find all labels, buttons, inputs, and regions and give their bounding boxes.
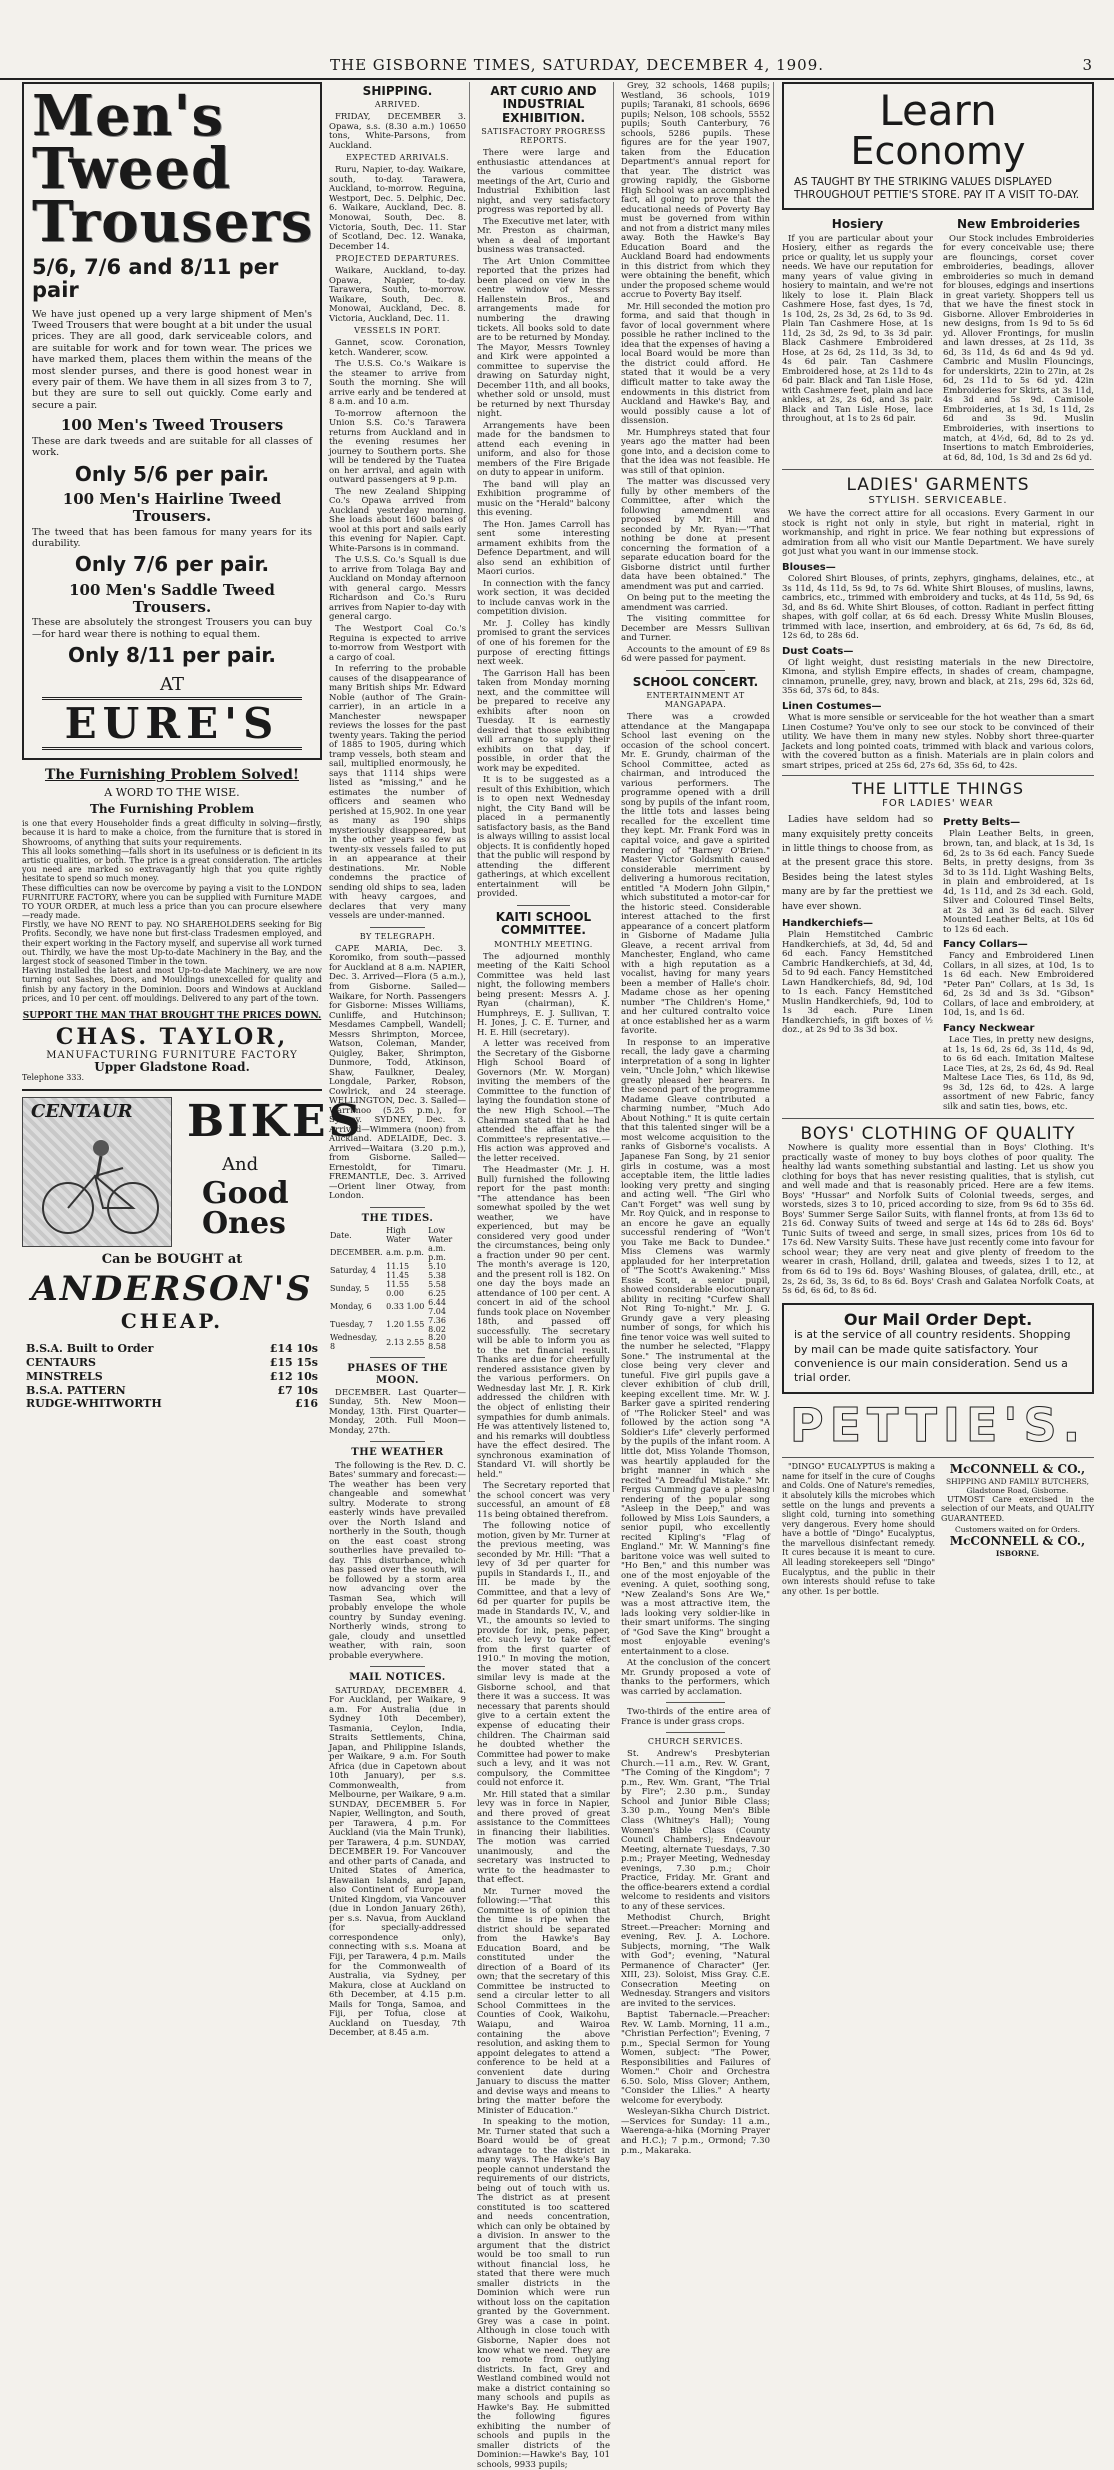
shipping-news-3: The new Zealand Shipping Co.'s Opawa arrived from Auckland yesterday morning. She loads about 1600 bales of wool at this port and sails early this evening for Napier. Capt. White-Parsons is in command. (329, 486, 466, 554)
expected-heading: EXPECTED ARRIVALS. (345, 153, 450, 163)
list-item: MINSTRELS £12 10s (26, 1369, 318, 1383)
ad-item3-heading: 100 Men's Saddle Tweed Trousers. (69, 580, 275, 616)
column-petties-ad (782, 82, 1094, 1596)
column-advertisements-left (22, 82, 364, 1492)
ad-item1-heading: 100 Men's Tweed Trousers (60, 416, 284, 435)
little-things-right (943, 813, 1094, 1114)
furnishing-headline: The Furnishing Problem Solved! (44, 766, 300, 783)
ad-price-line: 5/6, 7/6 and 8/11 per pair (32, 254, 279, 303)
furnishing-body-3: These difficulties can now be overcome by paying a visit to the LONDON FURNITURE FACTORY, where you can be supplied with Furniture MADE TO YOUR ORDER, at much less a price than you can procure elsewhere—ready made. (22, 883, 322, 921)
furnishing-subhead: The Furnishing Problem (89, 801, 255, 816)
kaiti-p3: The Headmaster (Mr. J. H. Bull) furnished the following report for the past month: "The attendance has been somewhat spoiled by the wet weather, we have experienced, but may be considered very good under the circumstances, being only a fraction under 90 per cent. The month's average is 120, and the present roll is 182. On one day the boys made an attendance of 100 per cent. A concert in aid of the school funds took place on November 18th, and passed off successfully. The secretary will be able to inform you as to the net financial result. Thanks are due for cheerfully rendered assistance given by the various performers. On Wednesday last Mr. J. R. Kirk addressed the children with the object of enlisting their sympathies for dumb animals. He was attentively listened to, and his remarks will doubtless have the effect desired. The synchronous examination of Standard VI. will shortly be held." (477, 1165, 610, 1480)
weather-heading: THE WEATHER (351, 1447, 444, 1459)
mcconnell-wait: Customers waited on for Orders. (954, 1525, 1081, 1535)
hosiery-body: If you are particular about your Hosiery, either as regards the price or quality, let us supply your needs. We have our reputation for many years of value giving in hosiery to maintain, and we're not likely to lose it. Plain Black Cashmere Hose, fast dyes, 1s 7d, 1s 10d, 2s, 2s 3d, 2s 6d, to 3s 9d. Plain Tan Cashmere Hose, at 1s 11d, 2s 3d, 2s 9d, to 3s 3d pair. Black Cashmere Embroidered Hose, at 2s 6d, 2s 11d, 3s 3d, to 4s 6d pair. Tan Cashmere Embroidered hose, at 2s 11d to 4s 6d pair. Black and Tan Lisle Hose, with Cashmere feet, plain and lace ankles, at 2s, 2s 6d, and 3s pair. Black and Tan Lisle Hose, lace throughout, at 1s to 2s 6d pair. (782, 233, 933, 425)
kaiti-headline: KAITI SCHOOL COMMITTEE. (495, 909, 592, 938)
concert-headline: SCHOOL CONCERT. (632, 674, 759, 689)
mail-order-heading: Our Mail Order Dept. (843, 1309, 1033, 1329)
exhibition-p7: In connection with the fancy work section, it was decided to include canvas work in the competition division. (477, 578, 610, 618)
page-number: 3 (1082, 56, 1092, 74)
church-p2: Methodist Church, Bright Street.—Preacher: Morning and evening, Rev. J. A. Lochore. Subjects, morning, "The Walk with God"; evening, "Natural Permanence of Character" (Jer. XIII, 23). Soloist, Miss Gray. C.E. Consecration Meeting on Wednesday. Strangers and visitors are invited to the services. (621, 1913, 770, 2009)
furnishing-address: Upper Gladstone Road. (94, 1059, 250, 1074)
furnishing-factory: MANUFACTURING FURNITURE FACTORY (46, 1049, 298, 1061)
table-row: Wednesday, 8 2.13 2.55 8.20 8.58 (330, 1333, 446, 1352)
newspaper-title: THE GISBORNE TIMES, SATURDAY, DECEMBER 4, 1909. (330, 56, 825, 74)
linen-body: What is more sensible or serviceable for the hot weather than a smart Linen Costume? You've only to see our stock to be convinced of their utility. We have them in many new styles. Nobby short three-quarter Jackets and long pointed coats, trimmed with black and various colors, with the covered button as a finish. Materials are in plain colors and smart stripes, priced at 25s 6d, 27s 6d, 35s 6d, to 42s. (782, 713, 1094, 771)
ad-intro-text: We have just opened up a very large shipment of Men's Tweed Trousers that were bought at a bit under the usual prices. They are all good, dark serviceable colors, and are suitable for work and for town wear. The prices we have marked them, places them within the means of the most slender purses, and there is good honest wear in every pair of them. We have them in all sizes from 3 to 7, but they are sure to sell out quickly. Come early and secure a pair. (32, 308, 312, 411)
exhibition-p6: The Hon. James Carroll has sent some interesting armament exhibits from the Defence Department, and will also send an exhibition of Maori curios. (477, 519, 610, 578)
divider (370, 1441, 425, 1442)
divider (782, 1118, 1094, 1119)
hosiery-section (782, 214, 933, 465)
embroideries-body: Our Stock includes Embroideries for every conceivable use; there are flouncings, corset cover embroideries, beadings, allover embroideries so much in demand for blouses, edgings and insertions in great variety. Shoppers tell us that we have the finest stock in Gisborne. Allover Embroideries in new designs, from 1s 9d to 5s 6d yd. Allover Frontings, for muslin and lawn dresses, at 2s 11d, 3s 6d, 3s 11d, 4s 6d and 4s 9d yd. Cambric and Muslin Flouncings, for underskirts, 22in to 27in, at 2s 6d, 2s 11d to 5s 6d yd. 42in Embroideries for Skirts, at 3s 11d, 4s 3d and 5s 9d. Camisole Embroideries, at 1s 3d, 1s 11d, 2s 6d and 3s 9d. Muslin Embroideries, with insertions to match, at 4½d, 6d, 8d to 2s yd. Insertions to match Embroideries, at 6d, 8d, 10d, 1s 3d and 2s 6d yd. (943, 233, 1094, 463)
mcconnell-footer: McCONNELL & CO., (949, 1534, 1086, 1549)
mail-heading: MAIL NOTICES. (349, 1672, 446, 1684)
france-note: Two-thirds of the entire area of France is under grass crops. (621, 1707, 770, 1727)
exhibition-p2: The Executive met later, with Mr. Preston as chairman, when a deal of important business was transacted. (477, 216, 610, 256)
blouses-body: Colored Shirt Blouses, of prints, zephyrs, ginghams, delaines, etc., at 3s 11d, 4s 11d, 5s 9d, to 7s 6d. White Shirt Blouses, of muslins, lawns, cambrics, etc., trimmed with embroidery and tucks, at 4s 11d, 5s 9d, 6s 3d, and 8s 6d. White Shirt Blouses, of cotton. Radiant in perfect fitting shapes, with golf collar, at 6s 6d each. Dressy White Muslin Blouses, trimmed with lace, insertion, and embroidery, at 6s 6d, 7s 6d, 8s 6d, 12s 6d, to 28s 6d. (782, 574, 1094, 642)
belts-body: Plain Leather Belts, in green, brown, tan, and black, at 1s 3d, 1s 6d, 2s to 3s 6d each. Fancy Suede Belts, in pretty designs, from 3s 3d to 3s 11d. Light Washing Belts, in plain and embroidered, at 1s 4d, 1s 11d, and 2s 3d each. Gold, Silver and Coloured Tinsel Belts, at 2s 3d and 3s 6d each. Silver Mounted Leather Belts, at 10s 6d to 12s 6d each. (943, 829, 1094, 935)
exhibition-p1: There were large and enthusiastic attendances at the various committee meetings of the Art, Curio and Industrial Exhibition last night, and very satisfactory progress was reported by all. (477, 148, 610, 216)
shipping-news-6: In referring to the probable causes of the disappearance of many British ships Mr. Edward Noble (author of The Grain-carrier), in an article in a Manchester newspaper reviews the losses for the past twenty years. Taking the period of 1885 to 1905, during which tramp vessels, both steam and sail, multiplied enormously, he says that 1114 ships were listed as "missing," and he estimates the number of officers and seamen who perished at 15,902. In one year as many as 190 ships mysteriously disappeared, but in the other years so few as twenty-six vessels failed to put in an appearance at their destinations. Mr. Noble condemns the practice of sending old ships to sea, laden with heavy cargoes, and declares that very many vessels are under-manned. (329, 664, 466, 922)
furnishing-telephone: Telephone 333. (22, 1073, 85, 1083)
mcconnell-sub1: SHIPPING AND FAMILY BUTCHERS, (946, 1476, 1089, 1486)
dingo-ad (782, 1462, 935, 1598)
telegraph-text: CAPE MARIA, Dec. 3. Koromiko, from south—passed for Auckland at 8 a.m. NAPIER, Dec. 3. Arrived—Flora (5 a.m.), from Gisborne. Sailed—Waikare, for North. Passengers for Gisborne: Misses Williams, Cunliffe, and Hutchinson; Mesdames Campbell, Wandell; Messrs Shrimpton, Morcee, Watson, Coleman, Mander, Quigley, Baker, Shrimpton, Dunmore, Todd, Atkinson, Shaw, Faulkner, Dealey, Longdale, Parker, Robson, Cowlrick, and 24 steerage. WELLINGTON, Dec. 3. Sailed—Warrimoo (5.25 p.m.), for Sydney. SYDNEY, Dec. 3. Arrived—Wimmera (noon) from Auckland. ADELAIDE, Dec. 3. Arrived—Waitara (3.20 p.m.), from Gisborne. Sailed—Ernestoldt, for Timaru. FREMANTLE, Dec. 3. Arrived—Orient liner Otway, from London. (329, 943, 466, 1202)
furnishing-body-1: is one that every Householder finds a great difficulty in solving—firstly, because it is hard to make a choice, from the furniture that is stored in Showrooms, of anything that suits your requirements. (22, 819, 322, 847)
kaiti-p7: Mr. Turner moved the following:—"That this Committee is of opinion that the time is ripe when the district should be separated from the Hawke's Bay Education Board, and be constituted under the direction of a Board of its own; that the secretary of this Committee be instructed to send a circular letter to all School Committees in the Counties of Cook, Waikohu, Waiapu, and Wairoa containing the above resolution, and asking them to appoint delegates to attend a conference to be held at a convenient date during January to discuss the matter and devise ways and means to bring the matter before the Minister of Education." (477, 1886, 610, 2116)
masthead (0, 0, 1114, 80)
arrived-text: FRIDAY, DECEMBER 3. Opawa, s.s. (8.30 a.m.) 10650 tons, White-Parsons, from Auckland. (329, 112, 466, 151)
mcconnell-heading: McCONNELL & CO., (949, 1462, 1086, 1477)
neckwear-heading: Fancy Neckwear (943, 1022, 1035, 1034)
handkerchiefs-heading: Handkerchiefs— (782, 918, 874, 930)
concert-p1: There was a crowded attendance at the Mangapapa School last evening on the occasion of the school concert. Mr. E. Grundy, chairman of the School Committee, acted as chairman, and introduced the various performers. The programme opened with a drill song by pupils of the infant room, the little tots and lasses being recalled for the excellent time they kept. Mr. Frank Ford was in capital voice, and gave a spirited rendering of "Barney O'Brien." Master Victor Goldsmith caused considerable merriment by delivering a humorous recitation, entitled "A Modern John Gilpin," which substituted a motor-car for the historic steed. Considerable interest attached to the first appearance of a concert platform in Gisborne of Madame Julia Gleave, a recent arrival from Manchester, England, who came with a high reputation as a vocalist, having for many years been a member of Halle's choir. Madame chose as her opening number "The Children's Home," and her cultured contralto voice at once established her as a warm favorite. (621, 712, 770, 1037)
tides-table (329, 1227, 466, 1352)
ad-item3-body: These are absolutely the strongest Trousers you can buy—for hard wear there is nothing to equal them. (32, 617, 312, 640)
church-p1: St. Andrew's Presbyterian Church.—11 a.m., Rev. W. Grant, "The Coming of the Kingdom"; 7 p.m., Rev. Wm. Grant, "The Trial by Fire"; 2.30 p.m., Sunday School and Junior Bible Class; 3.30 p.m., Young Men's Bible Class (Whitney's Hall); Young Women's Bible Class (County Council Chambers); Endeavour Meeting, alternate Tuesdays, 7.30 p.m.; Prayer Meeting, Wednesday evenings, 7.30 p.m.; Choir Practice, Friday. Mr. Grant and the office-bearers extend a cordial welcome to residents and visitors to any of these services. (621, 1749, 770, 1912)
kaiti-p8: In speaking to the motion, Mr. Turner stated that such a Board would be of great advantage to the district in many ways. The Hawke's Bay people cannot understand the requirements of our districts, being out of touch with us. The district as at present constituted is too scattered and needs concentration, which can only be obtained by a division. In answer to the argument that the district would be too small to run without financial loss, he stated that there were much smaller districts in the Dominion which were run without loss on the capitation granted by the Government. Grey was a case in point. Although in close touch with Gisborne, Napier does not know what we need. They are too remote from outlying districts. In fact, Grey and Westland combined would not make a district containing so many schools and pupils as Hawke's Bay. He submitted the following figures exhibiting the number of schools and pupils in the smaller districts of the Dominion:—Hawke's Bay, 101 schools, 9933 pupils; (477, 2117, 610, 2470)
tides-heading: THE TIDES. (361, 1212, 434, 1224)
furnishing-name: CHAS. TAYLOR, (55, 1024, 289, 1051)
church-heading: CHURCH SERVICES. (647, 1737, 744, 1747)
learn-heading: Learn (879, 86, 997, 135)
exhibition-p4: Arrangements have been made for the bandsmen to attend each evening in uniform, and also for those members of the Fire Brigade on duty to appear in uniform. (477, 420, 610, 479)
divider (517, 905, 570, 906)
divider (666, 1732, 726, 1733)
ones-text: Ones (202, 1206, 286, 1242)
bikes-and: And (222, 1154, 259, 1176)
moon-text: DECEMBER. Last Quarter—Sunday, 5th. New Moon—Monday, 13th. First Quarter—Monday, 20th. Full Moon—Monday, 27th. (329, 1387, 466, 1436)
mail-order-box (782, 1303, 1094, 1394)
kaiti-cont-p6: The visiting committee for December are Messrs Sullivan and Turner. (621, 614, 770, 644)
exhibition-sub: SATISFACTORY PROGRESS REPORTS. (481, 127, 606, 146)
boys-clothing-heading: BOYS' CLOTHING OF QUALITY (800, 1124, 1076, 1145)
bikes-cheap: CHEAP. (120, 1308, 224, 1333)
little-things-sub: FOR LADIES' WEAR (882, 798, 994, 810)
good-text: Good (202, 1176, 289, 1212)
little-things-sections (782, 813, 1094, 1114)
linen-heading: Linen Costumes— (782, 700, 882, 712)
divider (782, 775, 1094, 776)
collars-heading: Fancy Collars— (943, 939, 1028, 951)
shipping-news-2: To-morrow afternoon the Union S.S. Co.'s Tarawera returns from Auckland and in the evening resumes her journey to Southern ports. She will be tendered by the Tuatea on her arrival, and again with outward passengers at 9 p.m. (329, 408, 466, 486)
bottom-ads (782, 1462, 1094, 1598)
furnishing-sub: A WORD TO THE WISE. (104, 786, 240, 800)
ad-item1-body: These are dark tweeds and are suitable for all classes of work. (32, 435, 312, 459)
shipping-news-5: The Westport Coal Co.'s Reguina is expected to arrive to-morrow from Westport with a cargo of coal. (329, 624, 466, 663)
hosiery-heading: Hosiery (831, 217, 884, 232)
shipping-heading: SHIPPING. (362, 84, 433, 98)
exhibition-p5: The band will play an Exhibition programme of music on the "Herald" balcony this evening. (477, 479, 610, 519)
mcconnell-sub2: Gladstone Road, Gisborne. (966, 1485, 1069, 1495)
list-item: B.S.A. Built to Order £14 10s (26, 1342, 318, 1356)
kaiti-p2: A letter was received from the Secretary of the Gisborne High School Board of Governors (Mr. W. Morgan) inviting the members of the Committee to the function of laying the foundation stone of the new High School.—The Chairman stated that he had attended the affair as the Committee's representative.—His action was approved and the letter received. (477, 1039, 610, 1164)
ladies-intro: We have the correct attire for all occasions. Every Garment in our stock is right not only in style, but right in material, right in workmanship, and right in price. We fear nothing but expressions of admiration from all who visit our Mantle Department. We have surely got just what you want in our immense stock. (782, 509, 1094, 558)
ad-headline-mens: Men's (32, 83, 225, 149)
learn-economy-ad (782, 82, 1094, 210)
kaiti-cont-p1: Grey, 32 schools, 1468 pupils; Westland, 36 schools, 1019 pupils; Taranaki, 81 schools, 6696 pupils; Nelson, 108 schools, 5552 pupils; South Canterbury, 76 schools, 5286 pupils. These figures are for the year 1907, taken from the Education Department's annual report for that year. The district was growing rapidly, the Gisborne High School was an accomplished fact, all going to prove that the educational needs of Poverty Bay must be governed from within and not from a district many miles away. Both the Hawke's Bay Education Board and the Auckland Board had endowments in this district from which they were obtaining the benefit, which under the proposed scheme would accrue to Poverty Bay itself. (621, 81, 770, 301)
concert-sub: ENTERTAINMENT AT MANGAPAPA. (646, 691, 745, 710)
kaiti-p4: The Secretary reported that the school concert was very successful, an amount of £8 11s being obtained therefrom. (477, 1481, 610, 1520)
divider (370, 1357, 425, 1358)
church-p3: Baptist Tabernacle.—Preacher: Rev. W. Lamb. Morning, 11 a.m., "Christian Perfection"; Evening, 7 p.m., Special Sermon for Young Women, subject: "The Power, Responsibilities and Failures of Women." Choir and Orchestra 6.50. Solo, Miss Glover; Anthem, "Consider the Lilies." A hearty welcome for everybody. (621, 2010, 770, 2106)
kaiti-cont-p4: The matter was discussed very fully by other members of the Committee, after which the following amendment was proposed by Mr. Hill and seconded by Mr. Ryan:—"That nothing be done at present concerning the formation of a separate education board for the Gisborne district until further data have been obtained." The amendment was put and carried. (621, 477, 770, 592)
dingo-body: "DINGO" EUCALYPTUS is making a name for itself in the cure of Coughs and Colds. One of Nature's remedies, it absolutely kills the microbes which settle on the lungs and prevents a slight cold, turning into something very dangerous. Every home should have a bottle of "Dingo" Eucalyptus, the marvellous disinfectant remedy. It cures because it is meant to cure. All leading storekeepers sell "Dingo" Eucalyptus, and the public in their own interests should refuse to take any other. 1s per bottle. (782, 1462, 935, 1596)
kaiti-cont-p5: On being put to the meeting the amendment was carried. (621, 593, 770, 613)
mail-order-body: is at the service of all country residents. Shopping by mail can be made quite satisfactory. Your convenience is our main consideration. Send us a trial order. (794, 1328, 1071, 1385)
dust-coats-body: Of light weight, dust resisting materials in the new Directoire, Kimona, and stylish Empire effects, in shades of cream, champagne, cinnamon, prunelle, grey, navy, brown and black, at 21s, 29s 6d, 32s 6d, 35s 6d, 37s 6d, to 84s. (782, 657, 1094, 697)
column-exhibition (474, 82, 614, 2470)
furnishing-body-5: Having installed the latest and most Up-to-date Machinery, we are now turning out Sashes, Doors, and Mouldings unexcelled for quality and finish by any factory in the Dominion. Doors and Windows at Auckland prices, and 10 per cent. off mouldings. Delivered to any part of the town. (22, 966, 322, 1003)
dust-coats-heading: Dust Coats— (782, 645, 854, 657)
centaur-bicycle-illustration-icon (22, 1097, 172, 1247)
vessels-text: Gannet, scow. Coronation, ketch. Wanderer, scow. (329, 338, 466, 358)
handkerchiefs-body: Plain Hemstitched Cambric Handkerchiefs, at 3d, 4d, 5d and 6d each. Fancy Hemstitched Cambric Handkerchiefs, at 3d, 4d, 5d to 9d each. Fancy Hemstitched Lawn Handkerchiefs, 8d, 9d, 10d to 1s each. Fancy Hemstitched Muslin Handkerchiefs, 9d, 10d to 1s 3d each. Pure Linen Handkerchiefs, in gift boxes of ½ doz., at 2s 9d to 3s 3d box. (782, 930, 933, 1036)
ad-item2-heading: 100 Men's Hairline Tweed Trousers. (62, 490, 282, 525)
divider (370, 927, 425, 928)
kaiti-cont-p7: Accounts to the amount of £9 8s 6d were passed for payment. (621, 644, 770, 665)
ladies-garments-heading: LADIES' GARMENTS (846, 475, 1030, 496)
bikes-price-list (22, 1342, 322, 1411)
list-item: RUDGE-WHITWORTH £16 (26, 1397, 318, 1411)
ad-store-logo-eures: EURE'S (42, 697, 302, 750)
shipping-news-1: The U.S.S. Co.'s Waikare is the steamer to arrive from South the morning. She will arrive early and be tendered at 8 a.m. and 10 a.m. (329, 359, 466, 408)
weather-text: The following is the Rev. D. C. Bates' summary and forecast:—The weather has been very changeable and somewhat sultry. Moderate to strong easterly winds have prevailed over the North Island and northerly in the South, though on the east coast strong southerlies have prevailed to-day. This disturbance, which has passed over the south, will be followed by a storm area now advancing over the Tasman Sea, which will probably envelope the whole country by Sunday evening. Northerly winds, strong to gale, cloudy and unsettled weather, with rain, soon probable everywhere. (329, 1460, 466, 1661)
kaiti-p5: The following notice of motion, given by Mr. Turner at the previous meeting, was seconded by Mr. Hill: "That a levy of 3d per quarter for pupils in Standards I., II., and III. be made by the Committee, and that a levy of 6d per quarter for pupils be made in Standards IV., V., and VI., the amounts so levied to provide for ink, pens, paper, etc. such levy to take effect from the first quarter of 1910." In moving the motion, the mover stated that a similar levy is made at the Gisborne school, and that there it was a success. It was necessary that parents should give to a certain extent the expense of educating their children. The Chairman said he doubted whether the Committee had power to make such a levy, and it was not compulsory, the Committee could not enforce it. (477, 1521, 610, 1789)
ad-item3-price: Only 8/11 per pair. (67, 643, 277, 668)
bikes-graphic (22, 1096, 364, 1247)
divider (782, 1457, 1094, 1458)
bikes-word: BIKES (187, 1096, 364, 1148)
collars-body: Fancy and Embroidered Linen Collars, in all sizes, at 10d, 1s to 1s 6d each. New Embroidered "Peter Pan" Collars, at 1s 3d, 1s 6d, 2s 3d and 3s 3d. "Gibson" Collars, of lace and embroidery, at 10d, 1s, and 1s 6d. (943, 951, 1094, 1019)
tweed-trousers-ad (22, 82, 322, 760)
mcconnell-footer-2: ISBORNE. (995, 1548, 1040, 1558)
bikes-good (202, 1176, 289, 1242)
bikes-store-anderson: ANDERSON'S (31, 1268, 313, 1309)
belts-heading: Pretty Belts— (943, 817, 1021, 829)
embroideries-heading: New Embroideries (956, 217, 1081, 232)
table-row: Tuesday, 7 1.20 1.55 7.36 8.02 (330, 1315, 446, 1334)
boys-clothing-body: Nowhere is quality more essential than in Boys' Clothing. It's practically waste of money to buy boys clothes of poor quality. The healthy lad wants something substantial and lasting. Let us show you clothing for boys that has never resisting qualities, that is stylish, cut and well made and that is reasonably priced. Here are a few items. Boys' "Hussar" and Norfolk Suits of Colonial tweeds, serges, and worsteds, sizes 3 to 10, priced according to size, from 9s 6d to 35s 6d. Boys' Summer Serge Sailor Suits, with flannel fronts, at from 13s 6d to 21s 6d. Conway Suits of tweed and serge at 14s 6d to 28s 6d. Boys' Tunic Suits of tweed and serge, in small sizes, prices from 10s 6d to 17s 6d. New Varsity Suits. These have just recently come into favour for school wear; they are very neat and give plenty of freedom to the wearer in crash, Holland, drill, galatea and tweeds, sizes 1 to 12, at from 6s 6d to 19s 6d. Boys' Washing Blouses, of galatea, drill, etc., at 2s, 2s 6d, 3s, 3s 6d, to 8s 6d. Boys' Crash and Galatea Norfolk Coats, at 5s 6d, 6s 6d, to 8s 6d. (782, 1143, 1094, 1297)
bikes-ad (22, 1089, 364, 1411)
hosiery-embroideries (782, 214, 1094, 465)
church-p4: Wesleyan-Sikha Church District.—Services for Sunday: 11 a.m., Waerenga-a-hika (Morning Prayer and H.C.); 7 p.m., Ormond; 7.30 p.m., Makaraka. (621, 2107, 770, 2156)
column-shipping (326, 82, 470, 2039)
little-things-left (782, 813, 933, 1114)
embroideries-section (943, 214, 1094, 465)
little-things-body: Ladies have seldom had so many exquisitely pretty conceits in little things to choose from, as at the present grace this store. Besides being the latest styles many are by far the prettiest we have ever shown. (782, 815, 933, 912)
projected-heading: PROJECTED DEPARTURES. (335, 254, 460, 264)
telegraph-heading: BY TELEGRAPH. (359, 931, 436, 941)
kaiti-cont-p2: Mr. Hill seconded the motion pro forma, and said that though in favor of local government where possible he rather inclined to the idea that the expenses of having a local Board would be more than the district could afford. He stated that it would be a very difficult matter to take away the endowments in this district from Auckland and Hawke's Bay, and would possibly cause a lot of dissension. (621, 301, 770, 427)
divider (370, 1666, 425, 1667)
bicycle-icon (23, 1098, 173, 1248)
projected-text: Waikare, Auckland, to-day. Opawa, Napier, to-day. Tarawera, South, to-morrow. Waikare, South, Dec. 8. Monowai, Auckland, Dec. 8. Victoria, Auckland, Dec. 11. (329, 266, 466, 324)
table-row: Monday, 6 0.33 1.00 6.44 7.04 (330, 1297, 446, 1316)
divider (666, 1702, 726, 1703)
concert-p2: In response to an imperative recall, the lady gave a charming interpretation of a song in lighter vein, "Uncle John," which likewise greatly pleased her hearers. In the second part of the programme Madame Gleave contributed a charming number, "Much Ado About Nothing." It is quite certain that this talented singer will be a most welcome acquisition to the ranks of Gisborne's vocalists. A Japanese Fan Song, by 21 senior girls in costume, was a most acceptable item, the little ladies looking very pretty and singing and acting well. "The Girl who Can't Forget" was well sung by Mr. Roy Quick, and in response to an encore he gave an equally successful rendering of "Won't you Take me Back to Dundee." Miss Clemens was warmly applauded for her interpretation of "The Scott's Awakening." Miss Essie Scott, a senior pupil, showed considerable elocutionary ability in reciting "Curfew Shall Not Ring To-night." Mr. J. G. Grundy gave a very pleasing number of songs, for which his fine tenor voice was well suited to the number he selected, "Flappy Sone." The instrumental at the close being very clever and tuneful. Five girl pupils gave a clever exhibition of club drill, keeping excellent time. Mr. W. J. Barker gave a spirited rendering of "The Rolicker Steel" and was followed by the action song "A Soldier's Life" cleverly performed by the pupils of the infant room. A little dot, Miss Yolande Thomson, was heartily applauded for the bright manner in which she recited "A Dreadful Mistake." Mr. Fergus Cumming gave a pleasing rendering of the popular song "Asleep in the Deep," and was followed by Miss Lois Saunders, a senior pupil, who excellently recited Kipling's "Flag of England." Mr. W. Manning's fine baritone voice was well suited to "Ho Ben," and this number was one of the most enjoyable of the evening. A quiet, soothing song, "New Zealand's Sons Are We," was a most attractive item, the lads looking very soldier-like in their smart uniforms. The singing of "God Save the King" brought a most enjoyable evening's entertainment to a close. (621, 1037, 770, 1657)
mcconnell-body: UTMOST Care exercised in the selection of our Meats, and QUALITY GUARANTEED. (941, 1494, 1094, 1523)
divider (782, 469, 1094, 470)
moon-heading: PHASES OF THE MOON. (347, 1363, 448, 1386)
furnishing-body-4: Firstly, we have NO RENT to pay. NO SHAREHOLDERS seeking for Big Profits. Secondly, we have none but first-class Tradesmen employed, and their expert working in the Factory myself, and supervise all work turned out. Thirdly, we have the most Up-to-date Machinery in the Bay, and the largest stock of seasoned Timber in the town. (22, 920, 322, 967)
furnishing-body-2: This all looks something—falls short in its usefulness or is deficient in its artistic qualities, or both. The price is a great consideration. The articles you need are marked so extravagantly high that you quite rightly hesitate to spend so much money. (22, 846, 322, 884)
kaiti-p1: The adjourned monthly meeting of the Kaiti School Committee was held last night, the following members being present: Messrs A. J. Ryan (chairman), K. Humphreys, E. J. Sullivan, T. H. Jones, J. C. E. Turner, and H. E. Hill (secretary). (477, 951, 610, 1038)
bikes-can-be: Can be BOUGHT at (101, 1252, 243, 1268)
petties-logo: PETTIE'S. (789, 1397, 1087, 1452)
furnishing-ad (22, 768, 322, 1083)
exhibition-p8: Mr. J. Colley has kindly promised to grant the services of one of his foremen for the purpose of erecting fittings next week. (477, 618, 610, 668)
learn-subtext: AS TAUGHT BY THE STRIKING VALUES DISPLAYED THROUGHOUT PETTIE'S STORE. PAY IT A VISIT TO-DAY. (794, 176, 1080, 202)
kaiti-sub: MONTHLY MEETING. (494, 939, 593, 949)
table-row: Saturday, 4 11.15 11.45 5.10 5.38 (330, 1261, 446, 1280)
expected-text: Ruru, Napier, to-day. Waikare, south, to-day. Tarawera, Auckland, to-morrow. Reguina, Westport, Dec. 5. Delphic, Dec. 6. Waikare, Auckland, Dec. 8. Monowai, South, Dec. 8. Victoria, South, Dec. 11. Star of Scotland, Dec. 12. Wanaka, December 14. (329, 165, 466, 252)
ad-item2-body: The tweed that has been famous for many years for its durability. (32, 526, 312, 550)
list-item: CENTAURS £15 15s (26, 1356, 318, 1370)
divider (370, 1207, 425, 1208)
arrived-heading: ARRIVED. (374, 100, 421, 110)
mail-text: SATURDAY, DECEMBER 4. For Auckland, per Waikare, 9 a.m. For Australia (due in Sydney 10th December), Tasmania, Ceylon, India, Straits Settlements, China, Japan, and Philippine Islands, per Waikare, 9 a.m. For South Africa (due in Capetown about 10th January), per s.s. Commonwealth, from Melbourne, per Waikare, 9 a.m. SUNDAY, DECEMBER 5. For Napier, Wellington, and South, per Tarawera, 4 p.m. For Auckland (via the Main Trunk), per Tarawera, 4 p.m. SUNDAY, DECEMBER 19. For Vancouver and other parts of Canada, and United States of America, Hawaiian Islands, and Japan, also Continent of Europe and United Kingdom, via Vancouver (due in London January 26th), per s.s. Navua, from Auckland (for specially-addressed correspondence only), connecting with s.s. Moana at Fiji, per Tarawera, 4 p.m. Mails for the Commonwealth of Australia, via Sydney, per Makura, close at Auckland on 6th December, at 4.15 p.m. Mails for Tonga, Samoa, and Fiji, per Tofua, close at Auckland on Tuesday, 7th December, at 8.45 a.m. (329, 1685, 466, 2039)
list-item: B.S.A. PATTERN £7 10s (26, 1383, 318, 1397)
ad-at: AT (159, 673, 185, 695)
table-row: Sunday, 5 11.55 0.00 5.58 6.25 (330, 1279, 446, 1298)
kaiti-cont-p3: Mr. Humphreys stated that four years ago the matter had been gone into, and a decision come to that the idea was not feasible. He was still of that opinion. (621, 427, 770, 476)
little-things-heading: THE LITTLE THINGS (851, 779, 1025, 799)
exhibition-headline: ART CURIO AND INDUSTRIAL EXHIBITION. (490, 84, 597, 125)
concert-p3: At the conclusion of the concert Mr. Grundy proposed a vote of thanks to the performers, which was carried by acclamation. (621, 1658, 770, 1697)
centaur-brand: CENTAUR (31, 1101, 133, 1123)
exhibition-p3: The Art Union Committee reported that the prizes had been placed on view in the centre window of Messrs Hallenstein Bros., and arrangements made for numbering the drawing tickets. All books sold to date are to be returned by Monday. The Mayor, Messrs Townley and Kirk were appointed a committee to supervise the drawing on Saturday night, December 11th, and all books, whether sold or unsold, must be returned by next Thursday night. (477, 256, 610, 420)
divider (666, 670, 726, 671)
furnishing-slogan: SUPPORT THE MAN THAT BROUGHT THE PRICES DOWN. (22, 1010, 322, 1021)
table-row: DECEMBER. a.m. p.m. a.m. p.m. (330, 1243, 446, 1262)
exhibition-p9: The Garrison Hall has been taken from Monday morning next, and the committee will be prepared to receive any exhibits after noon on Tuesday. It is earnestly desired that those exhibiting will arrange to supply their exhibits on that day, if possible, in order that the work may be expedited. (477, 668, 610, 774)
kaiti-p6: Mr. Hill stated that a similar levy was in force in Napier, and there proved of great assistance to the Committees in financing their liabilities. The motion was carried unanimously, and the secretary was instructed to write to the headmaster to that effect. (477, 1789, 610, 1886)
mcconnell-ad (941, 1462, 1094, 1598)
ad-headline-tweed: Tweed (32, 136, 232, 203)
ad-item1-price: Only 5/6 per pair. (74, 461, 270, 486)
neckwear-body: Lace Ties, in pretty new designs, at 1s, 1s 6d, 2s 6d, 3s 11d, 4s 9d, to 6s 6d each. Imitation Maltese Lace Ties, at 2s, 2s 6d, 4s 9d. Real Maltese Lace Ties, 6s 11d, 8s 9d, 9s 3d, 12s 6d, to 42s. A large assortment of new Fabric, fancy silk and satin ties, bows, etc. (943, 1035, 1094, 1112)
column-concert-church (618, 81, 774, 2156)
ad-headline-trousers: Trousers (32, 189, 314, 256)
ladies-garments-sub: STYLISH. SERVICEABLE. (868, 495, 1008, 507)
exhibition-p10: It is to be suggested as a result of this Exhibition, which is to open next Wednesday night, the City Band will be placed in a permanently satisfactory basis, as the Band is always willing to assist local objects. It is confidently hoped that the public will respond by attending the different gatherings, at which excellent entertainment will be provided. (477, 775, 610, 900)
shipping-news-4: The U.S.S. Co.'s Squall is due to arrive from Tolaga Bay and Auckland on Monday afternoon with general cargo. Messrs Richardson and Co.'s Ruru arrives from Napier to-day with general cargo. (329, 555, 466, 623)
economy-heading: Economy (850, 129, 1026, 173)
blouses-heading: Blouses— (782, 561, 836, 573)
table-row: Date. High Water Low Water (330, 1226, 453, 1244)
vessels-heading: VESSELS IN PORT. (354, 326, 441, 336)
ad-item2-price: Only 7/6 per pair. (74, 552, 270, 577)
